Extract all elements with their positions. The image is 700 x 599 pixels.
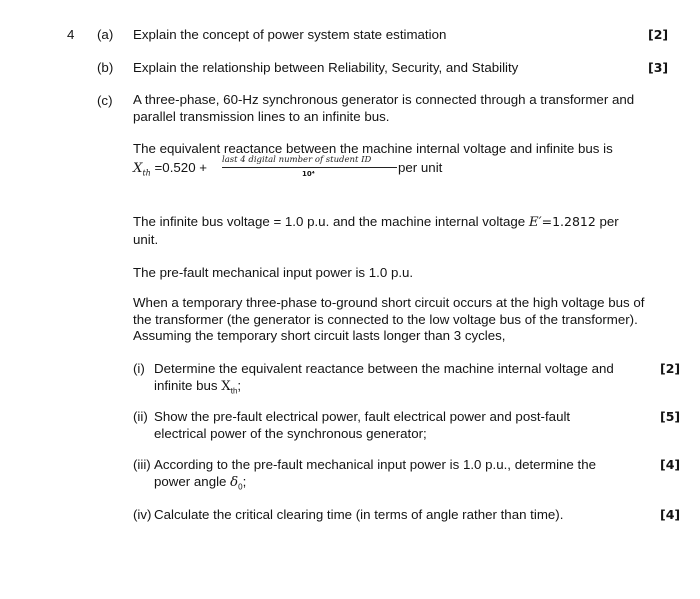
delta-subscript: 0 (238, 482, 243, 492)
fault-description: When a temporary three-phase to-ground short circuit occurs at the high voltage bus of the transformer (the generator is connected to the low voltage bus of the transformer). Assuming the temporary short circuit lasts longer than 3 cycles, (133, 295, 645, 343)
sub-i-symbol-sub: th (230, 386, 238, 396)
reactance-sentence: The equivalent reactance between the machine internal voltage and infinite bus is (133, 141, 613, 156)
sub-i-line2-text: infinite bus (154, 378, 218, 393)
sub-iii-line2 (154, 474, 246, 496)
infinite-bus-text: The infinite bus voltage = 1.0 p.u. and the machine internal voltage (133, 214, 526, 229)
e-prime-value: =1.2812 (541, 214, 596, 229)
prefault-power-text: The pre-fault mechanical input power is 1.0 p.u. (133, 265, 414, 280)
sub-i-line2 (154, 378, 241, 400)
sub-ii-marks: [5] (660, 409, 681, 424)
fraction-numerator: last 4 digital number of student ID (222, 155, 372, 165)
part-b-text: Explain the relationship between Reliability, Security, and Stability (133, 60, 519, 75)
fraction-bar (222, 167, 397, 168)
part-c-intro: A three-phase, 60-Hz synchronous generator is connected through a transformer and parallel transmission lines to an infinite bus. (133, 92, 635, 124)
sub-i-marks: [2] (660, 361, 681, 376)
part-a-text: Explain the concept of power system state estimation (133, 27, 447, 42)
per-text: per (599, 214, 619, 229)
part-c-label: (c) (97, 93, 113, 108)
part-b-marks: [3] (648, 60, 669, 75)
x-th-value: =0.520 + (154, 160, 208, 175)
sub-ii-line2: electrical power of the synchronous generator; (154, 426, 427, 441)
per-unit-text: per unit (398, 160, 443, 175)
question-number: 4 (67, 27, 75, 42)
sub-i-line1: Determine the equivalent reactance between the machine internal voltage and (154, 361, 614, 376)
sub-iv-marks: [4] (660, 507, 681, 522)
fraction-denominator: 10⁴ (302, 170, 315, 178)
infinite-bus-line1 (133, 214, 619, 231)
sub-ii-line1: Show the pre-fault electrical power, fault electrical power and post-fault (154, 409, 571, 424)
infinite-bus-line2: unit. (133, 232, 159, 247)
e-prime-symbol: E′ (528, 215, 542, 230)
x-th-expression (133, 160, 207, 182)
sub-i-punct: ; (237, 378, 242, 393)
sub-iii-marks: [4] (660, 457, 681, 472)
delta-symbol: δ (230, 475, 239, 490)
sub-iii-label: (iii) (133, 457, 151, 472)
sub-iii-line2-text: power angle (154, 474, 227, 489)
sub-iii-line1: According to the pre-fault mechanical input power is 1.0 p.u., determine the (154, 457, 596, 472)
sub-iv-text: Calculate the critical clearing time (in terms of angle rather than time). (154, 507, 564, 522)
x-th-symbol: X (133, 161, 143, 176)
part-b-label: (b) (97, 60, 114, 75)
x-th-subscript: th (142, 168, 151, 178)
sub-ii-label: (ii) (133, 409, 148, 424)
sub-i-label: (i) (133, 361, 145, 376)
sub-iii-punct: ; (242, 474, 247, 489)
part-a-label: (a) (97, 27, 114, 42)
sub-i-symbol: X (221, 379, 231, 394)
sub-iv-label: (iv) (133, 507, 152, 522)
part-a-marks: [2] (648, 27, 669, 42)
